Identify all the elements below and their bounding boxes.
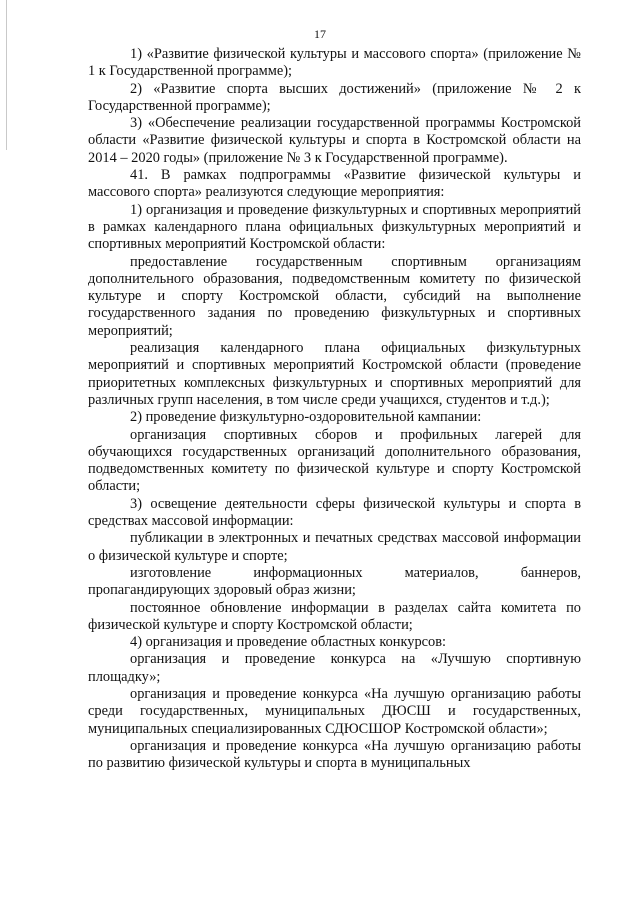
paragraph-9: организация спортивных сборов и профильных лагерей для обучающихся государственных организаций дополнительного образования, подведомственных комитету по физической культуре и спорту Костромской области; xyxy=(88,426,581,495)
paragraph-11: публикации в электронных и печатных средствах массовой информации о физической культуре и спорте; xyxy=(88,530,581,564)
paragraph-15: организация и проведение конкурса на «Лучшую спортивную площадку»; xyxy=(88,651,581,685)
paragraph-3: 3) «Обеспечение реализации государственной программы Костромской области «Развитие физической культуры и спорта в Костромской области на 2014 – 2020 годы» (приложение № 3 к Государственной программе). xyxy=(88,115,581,166)
paragraph-17: организация и проведение конкурса «На лучшую организацию работы по развитию физической культуры и спорта в муниципальных xyxy=(88,737,581,772)
page-number: 17 xyxy=(314,27,326,41)
paragraph-4: 41. В рамках подпрограммы «Развитие физической культуры и массового спорта» реализуются следующие мероприятия: xyxy=(88,167,581,201)
paragraph-13: постоянное обновление информации в разделах сайта комитета по физической культуре и спорту Костромской области; xyxy=(88,599,581,633)
paragraph-1: 1) «Развитие физической культуры и массового спорта» (приложение № 1 к Государственной программе); xyxy=(88,46,581,80)
paragraph-14: 4) организация и проведение областных конкурсов: xyxy=(130,634,447,651)
paragraph-2: 2) «Развитие спорта высших достижений» (приложение № 2 к Государственной программе); xyxy=(88,80,581,114)
paragraph-8: 2) проведение физкультурно-оздоровительной кампании: xyxy=(130,409,482,426)
paragraph-6: предоставление государственным спортивным организациям дополнительного образования, подведомственным комитету по физической культуре и спорту Костромской области, субсидий на выполнение государственного задания по проведению физкультурных и спортивных мероприятий; xyxy=(88,253,581,339)
paragraph-5: 1) организация и проведение физкультурных и спортивных мероприятий в рамках календарного плана официальных физкультурных мероприятий и спортивных мероприятий Костромской области: xyxy=(88,201,581,253)
document-body xyxy=(88,46,581,772)
paragraph-12: изготовление информационных материалов, баннеров, пропагандирующих здоровый образ жизни; xyxy=(88,564,581,599)
paragraph-7: реализация календарного плана официальных физкультурных мероприятий и спортивных мероприятий Костромской области (проведение приоритетных комплексных физкультурных и спортивных мероприятий для различных групп населения, в том числе среди учащихся, студентов и т.д.); xyxy=(88,340,581,408)
paragraph-10: 3) освещение деятельности сферы физической культуры и спорта в средствах массовой информации: xyxy=(88,495,581,530)
paragraph-16: организация и проведение конкурса «На лучшую организацию работы среди государственных, муниципальных ДЮСШ и государственных, муниципальных специализированных СДЮСШОР Костромской области»; xyxy=(88,685,581,737)
scan-edge-line xyxy=(6,0,7,150)
